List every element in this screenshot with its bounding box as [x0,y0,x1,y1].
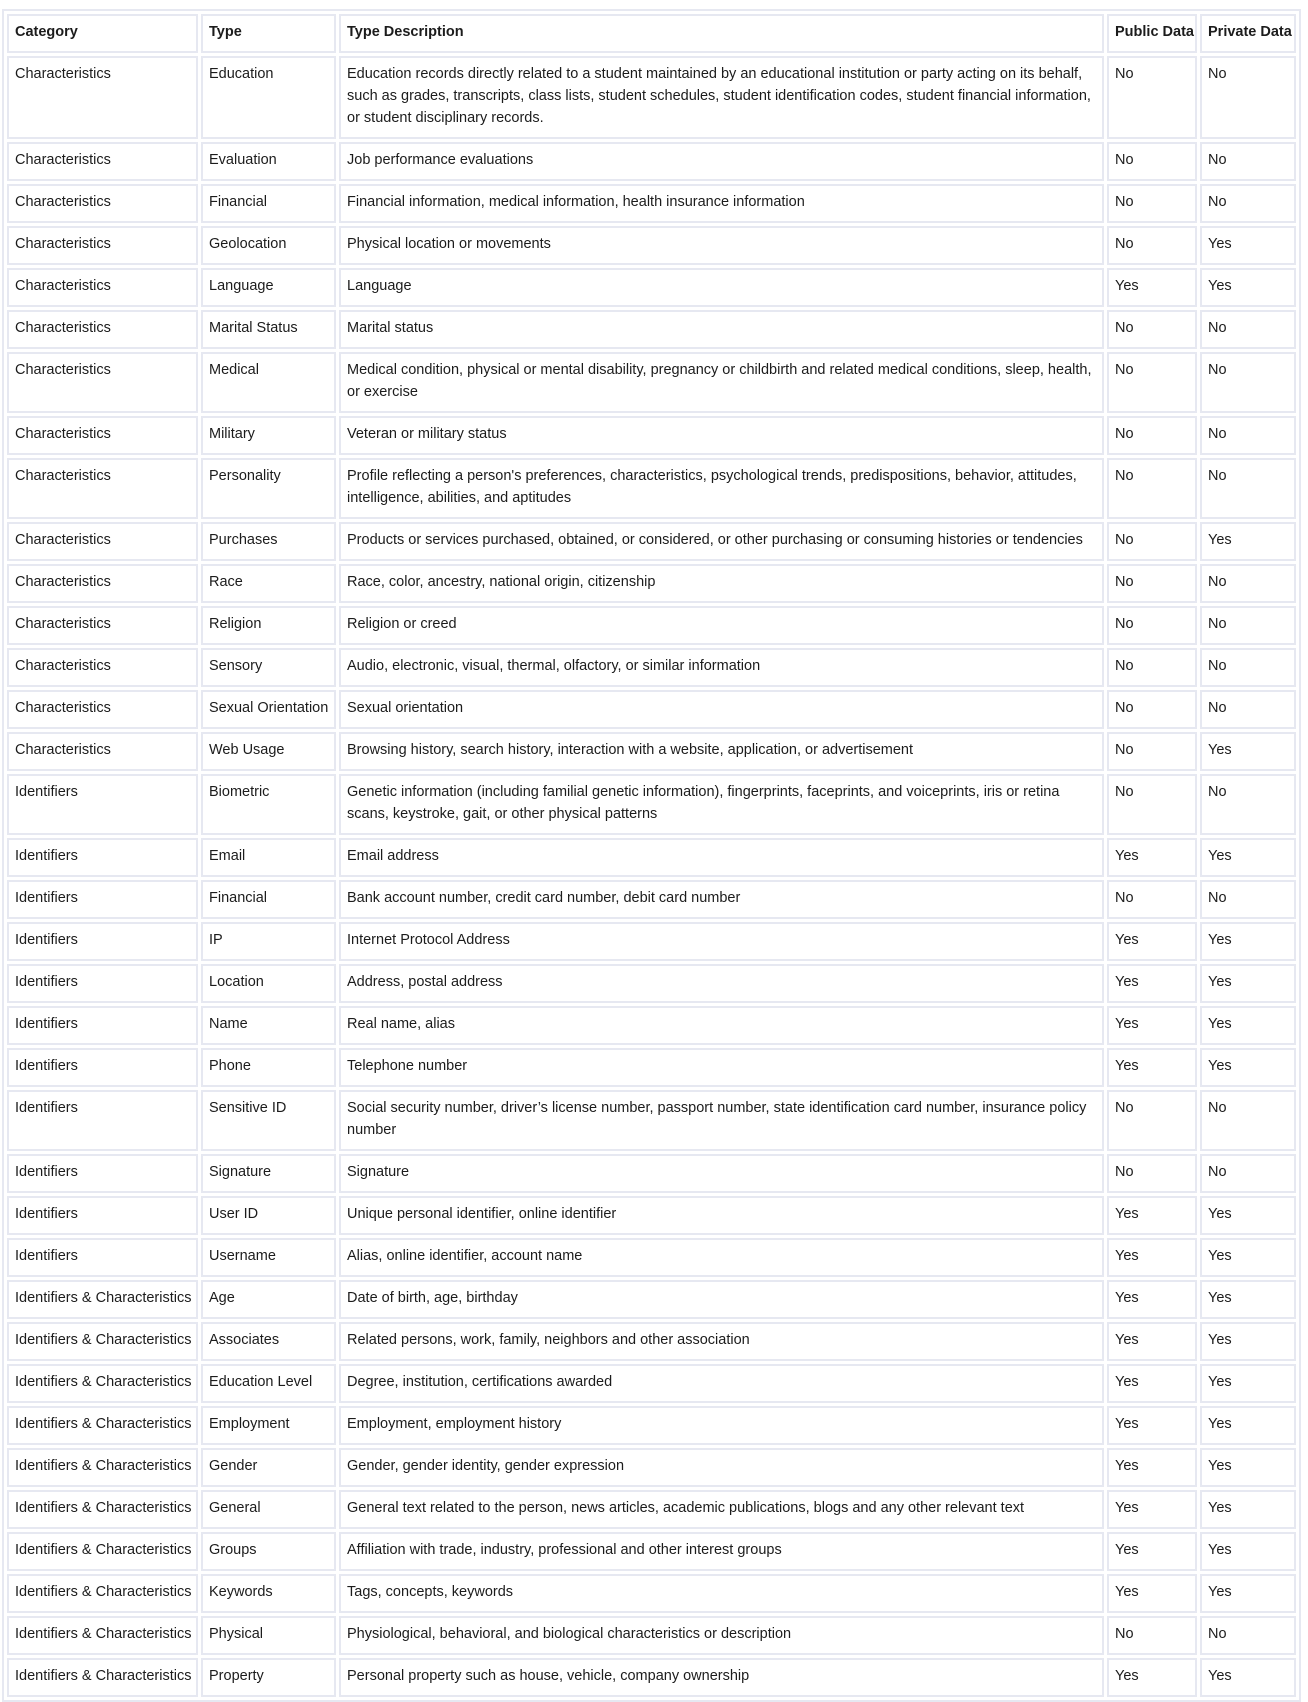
private-data-cell: Yes [1200,1238,1296,1277]
description-cell: Physiological, behavioral, and biological characteristics or description [339,1616,1104,1655]
category-cell: Characteristics [7,522,198,561]
type-cell: Name [201,1006,336,1045]
public-data-cell: Yes [1107,1532,1197,1571]
type-cell: Groups [201,1532,336,1571]
category-cell: Identifiers & Characteristics [7,1574,198,1613]
category-cell: Characteristics [7,226,198,265]
public-data-cell: No [1107,880,1197,919]
description-cell: Products or services purchased, obtained, or considered, or other purchasing or consuming histories or tendencies [339,522,1104,561]
description-cell: Internet Protocol Address [339,922,1104,961]
public-data-cell: No [1107,1154,1197,1193]
private-data-cell: No [1200,184,1296,223]
category-cell: Characteristics [7,458,198,519]
table-header [7,14,1296,53]
public-data-cell: Yes [1107,1238,1197,1277]
description-cell: Veteran or military status [339,416,1104,455]
private-data-cell: Yes [1200,1196,1296,1235]
description-cell: Address, postal address [339,964,1104,1003]
private-data-cell: No [1200,142,1296,181]
category-cell: Characteristics [7,352,198,413]
table-row [7,1090,1296,1151]
category-cell: Identifiers & Characteristics [7,1448,198,1487]
type-cell: Military [201,416,336,455]
description-cell: Marital status [339,310,1104,349]
description-cell: Job performance evaluations [339,142,1104,181]
description-cell: Alias, online identifier, account name [339,1238,1104,1277]
public-data-cell: Yes [1107,964,1197,1003]
public-data-cell: Yes [1107,1006,1197,1045]
category-cell: Characteristics [7,564,198,603]
category-cell: Identifiers [7,1090,198,1151]
private-data-cell: Yes [1200,1406,1296,1445]
table-row [7,1196,1296,1235]
type-cell: Username [201,1238,336,1277]
table-row [7,1154,1296,1193]
private-data-cell: No [1200,690,1296,729]
public-data-cell: No [1107,522,1197,561]
private-data-cell: No [1200,648,1296,687]
category-cell: Characteristics [7,268,198,307]
private-data-cell: No [1200,416,1296,455]
public-data-cell: No [1107,310,1197,349]
type-cell: Financial [201,880,336,919]
category-cell: Characteristics [7,606,198,645]
private-data-cell: No [1200,880,1296,919]
type-cell: Purchases [201,522,336,561]
type-cell: Sensitive ID [201,1090,336,1151]
category-cell: Identifiers & Characteristics [7,1406,198,1445]
table-row [7,1322,1296,1361]
description-cell: Signature [339,1154,1104,1193]
category-cell: Identifiers & Characteristics [7,1364,198,1403]
private-data-cell: No [1200,606,1296,645]
type-cell: Sensory [201,648,336,687]
category-cell: Identifiers [7,1048,198,1087]
type-cell: Email [201,838,336,877]
description-cell: Browsing history, search history, interaction with a website, application, or advertisement [339,732,1104,771]
type-cell: Religion [201,606,336,645]
private-data-cell: Yes [1200,1280,1296,1319]
table-row [7,838,1296,877]
private-data-cell: Yes [1200,1006,1296,1045]
private-data-cell: Yes [1200,522,1296,561]
description-cell: Email address [339,838,1104,877]
description-cell: Financial information, medical information, health insurance information [339,184,1104,223]
private-data-cell: Yes [1200,964,1296,1003]
description-cell: Degree, institution, certifications awarded [339,1364,1104,1403]
type-cell: Phone [201,1048,336,1087]
private-data-cell: Yes [1200,1490,1296,1529]
category-cell: Identifiers [7,964,198,1003]
type-cell: Race [201,564,336,603]
private-data-cell: No [1200,56,1296,139]
public-data-cell: Yes [1107,922,1197,961]
public-data-cell: Yes [1107,1448,1197,1487]
private-data-cell: Yes [1200,1322,1296,1361]
category-cell: Characteristics [7,732,198,771]
table-row [7,606,1296,645]
type-cell: General [201,1490,336,1529]
table-row [7,1238,1296,1277]
description-cell: Personal property such as house, vehicle, company ownership [339,1658,1104,1697]
public-data-cell: Yes [1107,1490,1197,1529]
public-data-cell: Yes [1107,1364,1197,1403]
table-body [7,56,1296,1697]
category-cell: Characteristics [7,56,198,139]
description-cell: Medical condition, physical or mental disability, pregnancy or childbirth and related medical conditions, sleep, health, or exercise [339,352,1104,413]
table-row [7,522,1296,561]
type-cell: Biometric [201,774,336,835]
private-data-cell: Yes [1200,1532,1296,1571]
private-data-cell: No [1200,1616,1296,1655]
public-data-cell: Yes [1107,838,1197,877]
description-cell: Gender, gender identity, gender expression [339,1448,1104,1487]
description-cell: Genetic information (including familial genetic information), fingerprints, faceprints, and voiceprints, iris or retina scans, keystroke, gait, or other physical patterns [339,774,1104,835]
table-row [7,732,1296,771]
table-row [7,564,1296,603]
public-data-cell: No [1107,1616,1197,1655]
table-row [7,1048,1296,1087]
private-data-cell: No [1200,1154,1296,1193]
table-row [7,458,1296,519]
public-data-cell: No [1107,564,1197,603]
private-data-cell: No [1200,1090,1296,1151]
type-cell: Gender [201,1448,336,1487]
table-row [7,1006,1296,1045]
type-cell: Location [201,964,336,1003]
table-row [7,352,1296,413]
description-cell: Sexual orientation [339,690,1104,729]
description-cell: Bank account number, credit card number, debit card number [339,880,1104,919]
description-cell: Profile reflecting a person's preferences, characteristics, psychological trends, predispositions, behavior, attitudes, intelligence, abilities, and aptitudes [339,458,1104,519]
public-data-cell: No [1107,184,1197,223]
private-data-cell: Yes [1200,1574,1296,1613]
header-category: Category [7,14,198,53]
category-cell: Identifiers [7,1238,198,1277]
public-data-cell: No [1107,690,1197,729]
description-cell: Religion or creed [339,606,1104,645]
header-public-data: Public Data [1107,14,1197,53]
type-cell: User ID [201,1196,336,1235]
type-cell: Evaluation [201,142,336,181]
description-cell: Physical location or movements [339,226,1104,265]
public-data-cell: No [1107,56,1197,139]
public-data-cell: No [1107,458,1197,519]
type-cell: Sexual Orientation [201,690,336,729]
table-row [7,880,1296,919]
category-cell: Identifiers [7,774,198,835]
public-data-cell: No [1107,142,1197,181]
description-cell: General text related to the person, news articles, academic publications, blogs and any other relevant text [339,1490,1104,1529]
category-cell: Characteristics [7,310,198,349]
description-cell: Affiliation with trade, industry, professional and other interest groups [339,1532,1104,1571]
header-type-description: Type Description [339,14,1104,53]
category-cell: Identifiers [7,880,198,919]
category-cell: Identifiers [7,1196,198,1235]
public-data-cell: Yes [1107,268,1197,307]
public-data-cell: No [1107,648,1197,687]
table-row [7,1448,1296,1487]
description-cell: Audio, electronic, visual, thermal, olfactory, or similar information [339,648,1104,687]
category-cell: Identifiers & Characteristics [7,1532,198,1571]
table-row [7,690,1296,729]
type-cell: Medical [201,352,336,413]
public-data-cell: No [1107,774,1197,835]
type-cell: Age [201,1280,336,1319]
public-data-cell: No [1107,1090,1197,1151]
description-cell: Related persons, work, family, neighbors and other association [339,1322,1104,1361]
public-data-cell: Yes [1107,1280,1197,1319]
type-cell: Signature [201,1154,336,1193]
header-row [7,14,1296,53]
type-cell: Employment [201,1406,336,1445]
type-cell: Property [201,1658,336,1697]
private-data-cell: Yes [1200,1364,1296,1403]
header-type: Type [201,14,336,53]
table-row [7,648,1296,687]
private-data-cell: No [1200,352,1296,413]
private-data-cell: Yes [1200,1048,1296,1087]
private-data-cell: No [1200,774,1296,835]
category-cell: Identifiers & Characteristics [7,1490,198,1529]
table-row [7,56,1296,139]
private-data-cell: Yes [1200,1658,1296,1697]
category-cell: Characteristics [7,690,198,729]
type-cell: Keywords [201,1574,336,1613]
type-cell: Web Usage [201,732,336,771]
public-data-cell: No [1107,416,1197,455]
public-data-cell: Yes [1107,1196,1197,1235]
type-cell: Geolocation [201,226,336,265]
description-cell: Date of birth, age, birthday [339,1280,1104,1319]
private-data-cell: No [1200,564,1296,603]
public-data-cell: Yes [1107,1658,1197,1697]
type-cell: IP [201,922,336,961]
private-data-cell: No [1200,458,1296,519]
public-data-cell: No [1107,226,1197,265]
category-cell: Identifiers [7,1154,198,1193]
table-row [7,1532,1296,1571]
private-data-cell: Yes [1200,922,1296,961]
type-cell: Physical [201,1616,336,1655]
description-cell: Unique personal identifier, online identifier [339,1196,1104,1235]
type-cell: Associates [201,1322,336,1361]
table-row [7,774,1296,835]
category-cell: Identifiers & Characteristics [7,1658,198,1697]
public-data-cell: Yes [1107,1048,1197,1087]
public-data-cell: Yes [1107,1406,1197,1445]
description-cell: Employment, employment history [339,1406,1104,1445]
type-cell: Education [201,56,336,139]
public-data-cell: No [1107,352,1197,413]
category-cell: Characteristics [7,142,198,181]
private-data-cell: Yes [1200,226,1296,265]
private-data-cell: Yes [1200,838,1296,877]
table-row [7,268,1296,307]
public-data-cell: Yes [1107,1322,1197,1361]
category-cell: Identifiers & Characteristics [7,1616,198,1655]
table-row [7,1406,1296,1445]
description-cell: Telephone number [339,1048,1104,1087]
description-cell: Language [339,268,1104,307]
description-cell: Education records directly related to a student maintained by an educational institution or party acting on its behalf, such as grades, transcripts, class lists, student schedules, student identification codes, student financial information, or student disciplinary records. [339,56,1104,139]
type-cell: Marital Status [201,310,336,349]
table-row [7,1280,1296,1319]
table-row [7,1490,1296,1529]
table-row [7,184,1296,223]
table-row [7,964,1296,1003]
category-cell: Identifiers [7,922,198,961]
description-cell: Social security number, driver’s license number, passport number, state identification card number, insurance policy number [339,1090,1104,1151]
table-row [7,922,1296,961]
private-data-cell: No [1200,310,1296,349]
private-data-cell: Yes [1200,732,1296,771]
category-cell: Identifiers & Characteristics [7,1322,198,1361]
public-data-cell: No [1107,606,1197,645]
public-data-cell: No [1107,732,1197,771]
category-cell: Characteristics [7,648,198,687]
table-row [7,310,1296,349]
category-cell: Characteristics [7,416,198,455]
category-cell: Characteristics [7,184,198,223]
header-private-data: Private Data [1200,14,1296,53]
type-cell: Education Level [201,1364,336,1403]
type-cell: Financial [201,184,336,223]
category-cell: Identifiers [7,1006,198,1045]
type-cell: Language [201,268,336,307]
type-cell: Personality [201,458,336,519]
private-data-cell: Yes [1200,1448,1296,1487]
public-data-cell: Yes [1107,1574,1197,1613]
description-cell: Tags, concepts, keywords [339,1574,1104,1613]
category-cell: Identifiers [7,838,198,877]
description-cell: Race, color, ancestry, national origin, citizenship [339,564,1104,603]
table-row [7,416,1296,455]
table-row [7,1616,1296,1655]
table-row [7,1574,1296,1613]
description-cell: Real name, alias [339,1006,1104,1045]
table-row [7,1658,1296,1697]
private-data-cell: Yes [1200,268,1296,307]
table-row [7,1364,1296,1403]
data-types-table [2,9,1301,1702]
table-row [7,142,1296,181]
category-cell: Identifiers & Characteristics [7,1280,198,1319]
table-row [7,226,1296,265]
